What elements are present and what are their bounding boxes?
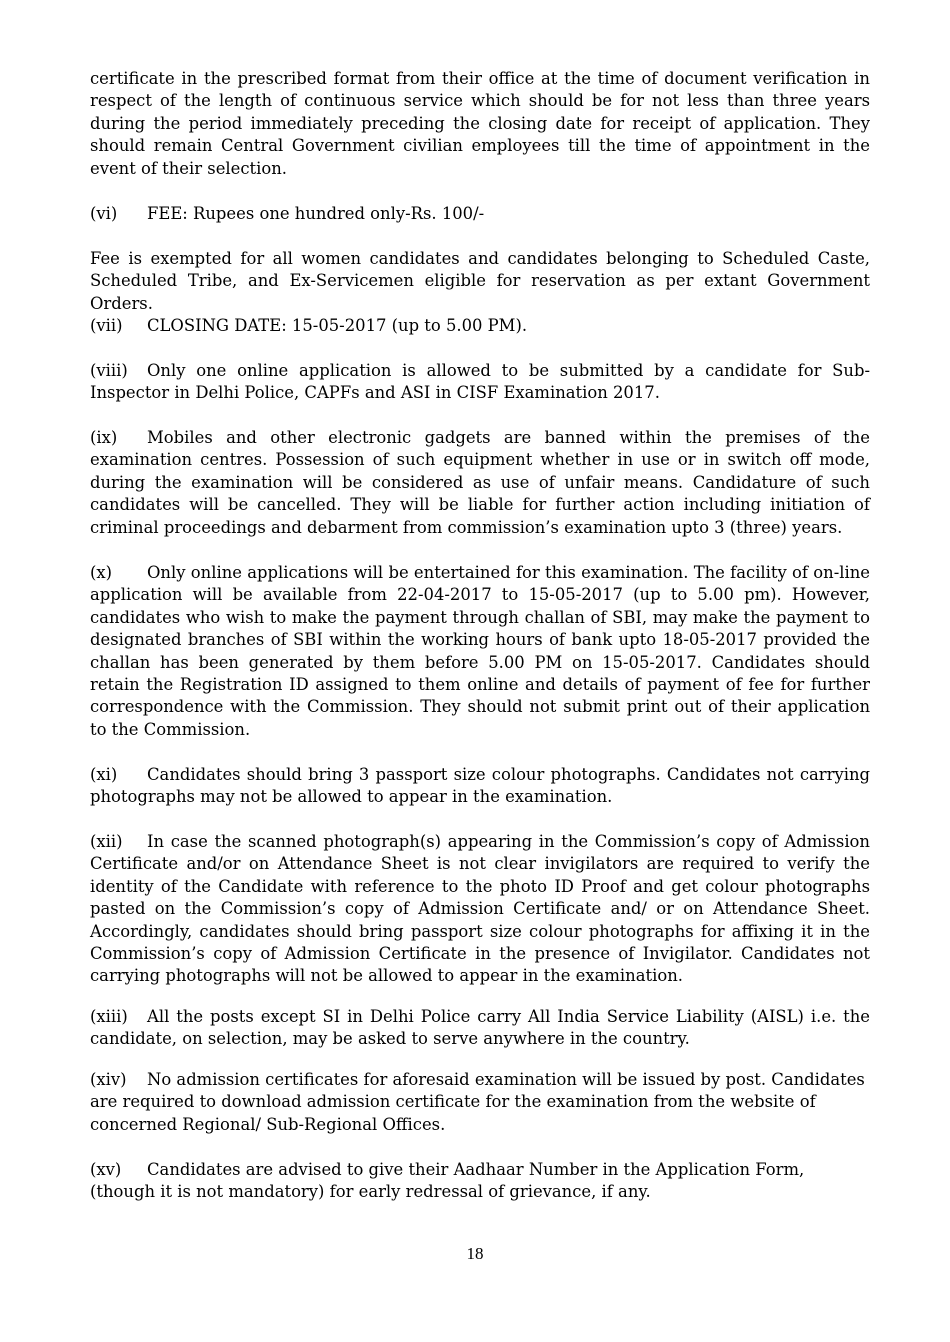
item-text: No admission certificates for aforesaid examination will be issued by post. Candidates are required to download admission certificate for the examination from the website of concerned Regional/ Sub-Regional Offices. [90,1070,865,1134]
item-text: Only one online application is allowed to be submitted by a candidate for Sub-Inspector in Delhi Police, CAPFs and ASI in CISF Examination 2017. [90,361,870,403]
item-text: FEE: Rupees one hundred only-Rs. 100/- [147,204,485,223]
item-ix [90,427,870,539]
item-viii [90,360,870,405]
item-xv [90,1159,870,1204]
item-number: (xi) [90,765,118,784]
item-number: (viii) [90,361,128,380]
item-vii [90,315,870,337]
item-xi [90,764,870,809]
item-number: (ix) [90,428,118,447]
item-x [90,562,870,741]
item-text: In case the scanned photograph(s) appearing in the Commission’s copy of Admission Certificate and/or on Attendance Sheet is not clear invigilators are required to verify the identity of the Candidate with reference to the photo ID Proof and get colour photographs pasted on the Commission’s copy of Admission Certificate and/ or on Attendance Sheet. Accordingly, candidates should bring passport size colour photographs for affixing it in the Commission’s copy of Admission Certificate in the presence of Invigilator. Candidates not carrying photographs will not be allowed to appear in the examination. [90,832,870,986]
item-vi [90,203,870,225]
item-text: Mobiles and other electronic gadgets are banned within the premises of the examination centres. Possession of such equipment whether in use or in switch off mode, during the examination will be considered as use of unfair means. Candidature of such candidates will be cancelled. They will be liable for further action including initiation of criminal proceedings and debarment from commission’s examination upto 3 (three) years. [90,428,870,537]
item-number: (xv) [90,1160,122,1179]
item-number: (xii) [90,832,123,851]
item-text: CLOSING DATE: 15-05-2017 (up to 5.00 PM). [147,316,528,335]
item-number: (vi) [90,204,118,223]
item-text: Candidates should bring 3 passport size colour photographs. Candidates not carrying photographs may not be allowed to appear in the examination. [90,765,870,807]
item-xii [90,831,870,988]
intro-paragraph: certificate in the prescribed format from their office at the time of document verification in respect of the length of continuous service which should be for not less than three years during the period immediately preceding the closing date for receipt of application. They should remain Central Government civilian employees till the time of appointment in the event of their selection. [90,69,870,178]
item-text: Only online applications will be entertained for this examination. The facility of on-line application will be available from 22-04-2017 to 15-05-2017 (up to 5.00 pm). However, candidates who wish to make the payment through challan of SBI, may make the payment to designated branches of SBI within the working hours of bank upto 18-05-2017 provided the challan has been generated by them before 5.00 PM on 15-05-2017. Candidates should retain the Registration ID assigned to them online and details of payment of fee for further correspondence with the Commission. They should not submit print out of their application to the Commission. [90,563,870,739]
page-number: 18 [466,1244,484,1263]
item-text: All the posts except SI in Delhi Police carry All India Service Liability (AISL) i.e. the candidate, on selection, may be asked to serve anywhere in the country. [90,1007,870,1049]
item-number: (xiii) [90,1007,128,1026]
item-number: (x) [90,563,113,582]
item-xiv [90,1069,870,1136]
item-number: (vii) [90,316,123,335]
item-text: Candidates are advised to give their Aadhaar Number in the Application Form, (though it is not mandatory) for early redressal of grievance, if any. [90,1160,805,1202]
item-number: (xiv) [90,1070,127,1089]
item-xiii [90,1006,870,1051]
fee-exemption-paragraph: Fee is exempted for all women candidates and candidates belonging to Scheduled Caste, Scheduled Tribe, and Ex-Servicemen eligible for reservation as per extant Government Orders. [90,249,870,313]
